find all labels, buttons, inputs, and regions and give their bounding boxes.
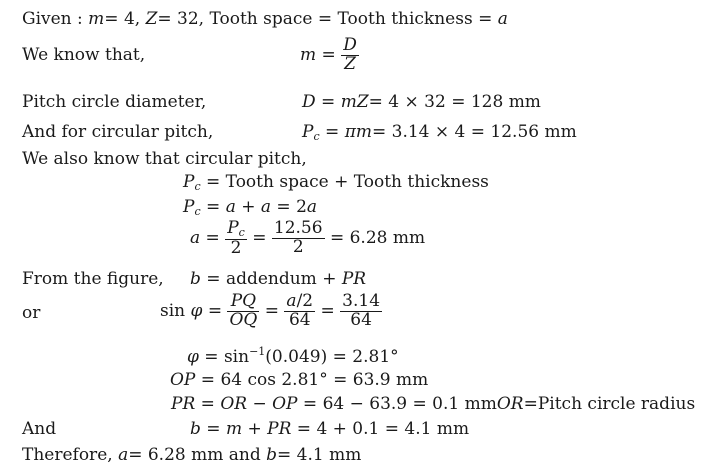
text: = 2 [271, 197, 307, 217]
numerator: D [343, 35, 357, 55]
equals: = [246, 228, 272, 249]
minus: − [247, 394, 273, 414]
var-pr: PR [171, 394, 196, 414]
var-p: P [227, 218, 239, 238]
module-formula [300, 37, 359, 74]
var-mz: mZ [340, 92, 369, 112]
text: = Tooth space + Tooth thickness [200, 172, 489, 192]
text: = sin [198, 347, 250, 367]
equals: = [202, 300, 228, 321]
text: = 32, Tooth space = Tooth thickness = [157, 9, 498, 29]
var-or: OR [220, 394, 248, 414]
pr-formula [171, 396, 695, 413]
sin: sin [160, 300, 191, 321]
text: =Pitch circle radius [523, 394, 696, 414]
text: or [22, 303, 41, 323]
text: = 3.14 × 4 = 12.56 mm [371, 122, 577, 142]
text: Pitch circle diameter, [22, 92, 207, 112]
we-know-label [22, 47, 145, 64]
plus: + [242, 419, 268, 439]
circular-pitch-formula [302, 124, 577, 142]
numerator [225, 220, 247, 240]
fraction-a2-over-64 [284, 293, 315, 330]
var-pi-m: πm [344, 122, 372, 142]
text: We also know that circular pitch, [22, 149, 307, 169]
denominator: 64 [288, 309, 311, 330]
superscript: −1 [249, 345, 266, 358]
a-value-formula [190, 220, 425, 257]
var-phi: φ [187, 347, 199, 367]
fraction-pq-over-oq [227, 293, 259, 330]
subscript-c: c [194, 180, 201, 193]
numerator: PQ [227, 293, 259, 312]
text: = 6.28 mm and [128, 445, 267, 465]
var-or: OR [496, 394, 524, 414]
denominator: OQ [229, 309, 258, 330]
or-label [22, 305, 40, 322]
text: = 4 + 0.1 = 4.1 mm [291, 419, 470, 439]
var-a: a [497, 9, 508, 29]
var-m: m [225, 419, 243, 439]
conclusion-line [22, 447, 361, 464]
var-d: D [302, 92, 316, 112]
text: = 4, [104, 9, 146, 29]
subscript-c: c [313, 130, 320, 143]
subscript-c: c [238, 226, 245, 239]
equals: = [315, 300, 341, 321]
numerator: 3.14 [342, 291, 381, 311]
equals: = [316, 44, 342, 65]
from-figure-label [22, 271, 164, 288]
var-b: b [190, 269, 201, 289]
text: From the figure, [22, 269, 164, 289]
text: = 4 × 32 = 128 mm [368, 92, 541, 112]
equals: = [319, 122, 345, 142]
text: = 64 cos 2.81° = 63.9 mm [195, 370, 429, 390]
numerator: 12.56 [273, 218, 323, 239]
text: And [22, 419, 57, 439]
circular-pitch-label [22, 124, 213, 141]
op-formula [170, 372, 428, 389]
b-addendum-formula [190, 271, 366, 288]
fraction-1256-over-2 [272, 220, 325, 257]
equals: = [315, 92, 341, 112]
pc-2a [183, 199, 317, 217]
var-m: m [88, 9, 105, 29]
equals: = [200, 228, 226, 249]
var-pr: PR [267, 419, 292, 439]
text: /2 [296, 291, 314, 311]
pitch-diameter-formula [302, 94, 541, 111]
denominator: 2 [292, 237, 304, 258]
equals: = [200, 419, 226, 439]
var-a: a [190, 228, 201, 249]
var-pr: PR [341, 269, 367, 289]
var-phi: φ [190, 300, 203, 321]
phi-value-formula [187, 346, 399, 366]
pitch-diameter-label [22, 94, 206, 111]
var-a: a [260, 197, 272, 217]
var-b: b [190, 419, 201, 439]
var-a: a [225, 197, 236, 217]
equals: = [200, 197, 226, 217]
subscript-c: c [194, 205, 201, 218]
var-a: a [118, 445, 129, 465]
fraction-pc-over-2 [225, 220, 247, 257]
var-b: b [266, 445, 278, 465]
given-label: Given : [22, 9, 89, 29]
var-a: a [306, 197, 318, 217]
text: And for circular pitch, [22, 122, 214, 142]
b-value-formula [190, 421, 469, 438]
text: Therefore, [22, 445, 119, 465]
var-p: P [183, 172, 195, 192]
var-op: OP [170, 370, 196, 390]
text: = addendum + [200, 269, 342, 289]
also-know-label [22, 151, 307, 168]
equals: = [195, 394, 221, 414]
and-label [22, 421, 56, 438]
given-line [22, 11, 508, 28]
denominator: 2 [230, 237, 242, 258]
var-p: P [183, 197, 195, 217]
fraction-314-over-64 [340, 293, 382, 330]
text: = 64 − 63.9 = 0.1 mm [297, 394, 497, 414]
text: (0.049) = 2.81° [265, 347, 399, 367]
plus: + [235, 197, 261, 217]
var-p: P [302, 122, 314, 142]
var-a: a [286, 291, 297, 311]
sin-phi-formula [160, 293, 382, 330]
denominator: 64 [350, 309, 372, 330]
var-m: m [300, 44, 317, 65]
var-z: Z [145, 9, 158, 29]
equals: = [259, 300, 285, 321]
pc-definition [183, 174, 489, 192]
text: We know that, [22, 45, 146, 65]
denominator: Z [344, 53, 356, 74]
fraction-d-over-z [341, 37, 359, 74]
text: = 6.28 mm [324, 228, 426, 249]
var-op: OP [272, 394, 298, 414]
text: = 4.1 mm [277, 445, 362, 465]
